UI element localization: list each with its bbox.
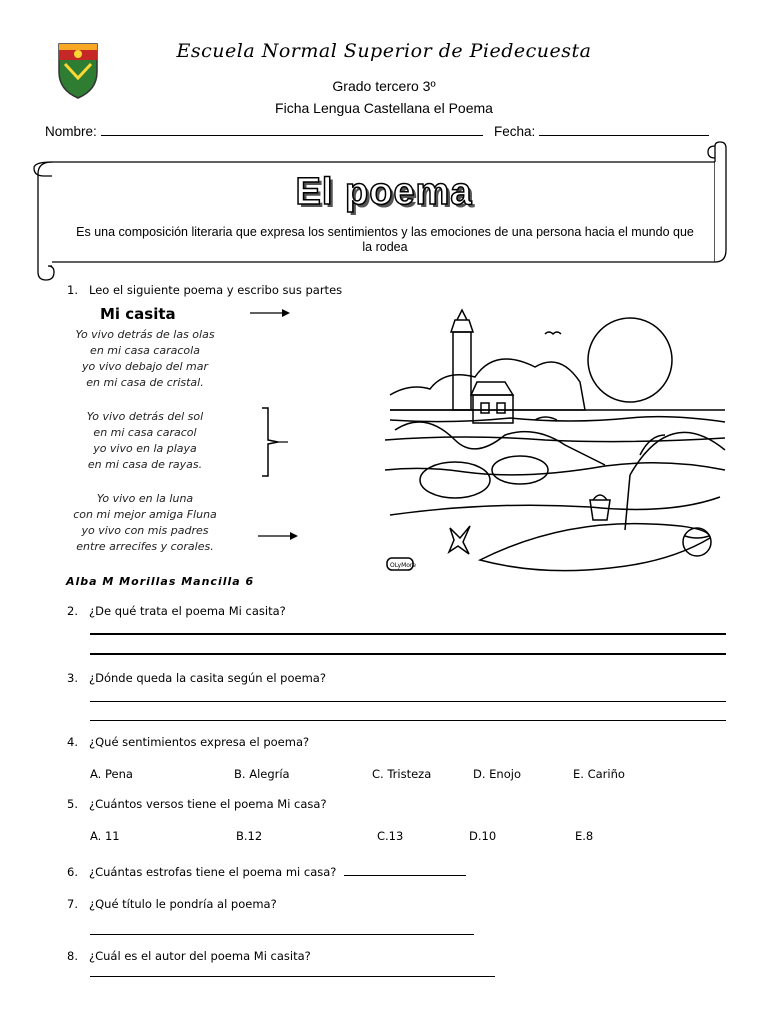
question-5: 5. ¿Cuántos versos tiene el poema Mi casa? [67, 797, 327, 811]
brace-icon [260, 406, 290, 478]
option-a[interactable]: A. 11 [90, 829, 120, 843]
answer-line[interactable] [90, 701, 726, 702]
option-d[interactable]: D. Enojo [473, 767, 521, 781]
arrow-icon [258, 530, 300, 542]
grade-label: Grado tercero 3º [332, 78, 436, 94]
question-4: 4. ¿Qué sentimientos expresa el poema? [67, 735, 310, 749]
name-field[interactable] [101, 123, 483, 136]
question-3: 3. ¿Dónde queda la casita según el poema? [67, 671, 326, 685]
question-1: 1. Leo el siguiente poema y escribo sus partes [67, 283, 343, 297]
option-a[interactable]: A. Pena [90, 767, 133, 781]
date-label: Fecha: [494, 124, 536, 139]
name-label: Nombre: [45, 124, 97, 139]
poem-stanza-2: Yo vivo detrás del sol en mi casa caracol yo vivo en la playa en mi casa de rayas. [86, 410, 204, 471]
beach-lighthouse-illustration [385, 300, 730, 580]
banner-title: El poema [295, 171, 473, 213]
option-b[interactable]: B.12 [236, 829, 263, 843]
date-row [494, 123, 709, 139]
question-8: 8. ¿Cuál es el autor del poema Mi casita? [67, 949, 311, 963]
option-e[interactable]: E. Cariño [573, 767, 625, 781]
date-field[interactable] [539, 123, 709, 136]
answer-line[interactable] [90, 976, 495, 977]
answer-line[interactable] [90, 653, 726, 655]
answer-line[interactable] [90, 934, 474, 935]
name-row [45, 123, 483, 139]
arrow-icon [250, 307, 292, 319]
question-7: 7. ¿Qué título le pondría al poema? [67, 897, 277, 911]
poem-stanza-1: Yo vivo detrás de las olas en mi casa caracola yo vivo debajo del mar en mi casa de cristal. [75, 328, 215, 389]
answer-field[interactable] [344, 863, 466, 876]
sheet-title: Ficha Lengua Castellana el Poema [275, 100, 493, 116]
option-b[interactable]: B. Alegría [234, 767, 290, 781]
image-credit: OLyMore [390, 562, 416, 569]
option-e[interactable]: E.8 [575, 829, 594, 843]
option-c[interactable]: C. Tristeza [372, 767, 432, 781]
poem-stanza-3: Yo vivo en la luna con mi mejor amiga Fluna yo vivo con mis padres entre arrecifes y corales. [73, 492, 217, 553]
answer-line[interactable] [90, 720, 726, 721]
option-c[interactable]: C.13 [377, 829, 404, 843]
banner-definition: Es una composición literaria que expresa los sentimientos y las emociones de una persona hacia el mundo que la rodea [76, 225, 694, 254]
poem-title: Mi casita [100, 305, 176, 323]
option-d[interactable]: D.10 [469, 829, 497, 843]
poem-author: Alba M Morillas Mancilla 6 [66, 575, 255, 588]
question-6: 6. ¿Cuántas estrofas tiene el poema mi casa? [67, 863, 466, 879]
question-2: 2. ¿De qué trata el poema Mi casita? [67, 604, 286, 618]
answer-line[interactable] [90, 633, 726, 635]
school-name: Escuela Normal Superior de Piedecuesta [176, 40, 592, 62]
